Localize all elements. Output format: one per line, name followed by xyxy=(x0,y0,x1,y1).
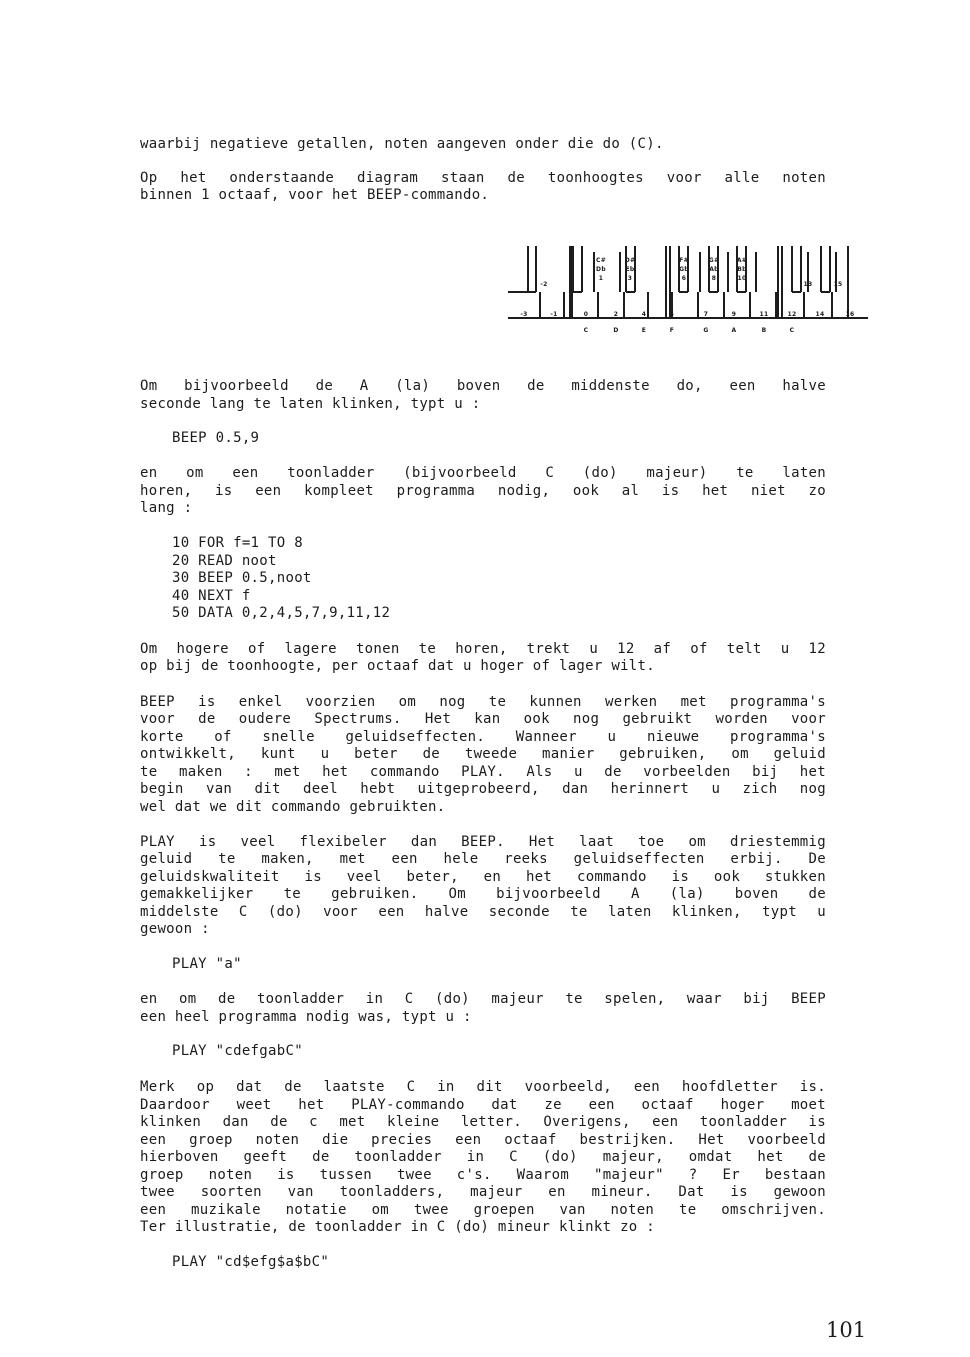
code-line: PLAY "cd$efg$a$bC" xyxy=(172,1254,330,1270)
white-key-note-name: G xyxy=(703,327,709,334)
page-number: 101 xyxy=(826,1318,867,1342)
text-line: Daardoor weet het PLAY-commando dat ze een octaaf hoger moet xyxy=(140,1097,826,1113)
text-line: binnen 1 octaaf, voor het BEEP-commando. xyxy=(140,187,490,203)
text-line: BEEP is enkel voorzien om nog te kunnen werken met programma's xyxy=(140,694,826,710)
text-line: een heel programma nodig was, typt u : xyxy=(140,1009,472,1025)
white-key-note-name: B xyxy=(761,327,767,334)
text-line: geluid te maken, met een hele reeks geluidseffecten erbij. De xyxy=(140,851,826,867)
text-line: seconde lang te laten klinken, typt u : xyxy=(140,396,481,412)
black-key-labels xyxy=(540,257,842,288)
text-line: Merk op dat de laatste C in dit voorbeeld, een hoofdletter is. xyxy=(140,1079,826,1095)
code-line: 10 FOR f=1 TO 8 xyxy=(172,535,303,551)
white-key-value: 16 xyxy=(845,311,855,318)
white-key-value: 12 xyxy=(787,311,797,318)
white-key-note-name: E xyxy=(641,327,647,334)
white-key-value: -3 xyxy=(520,311,528,318)
text-line: voor de oudere Spectrums. Het kan ook nog gebruikt worden voor xyxy=(140,711,826,727)
text-line: en om de toonladder in C (do) majeur te spelen, waar bij BEEP xyxy=(140,991,826,1007)
black-key-name-flat: Db xyxy=(596,266,606,273)
white-key-note-name: A xyxy=(731,327,737,334)
text-line: gewoon : xyxy=(140,921,210,937)
text-line: te maken : met het commando PLAY. Als u de vorbeelden bij het xyxy=(140,764,826,780)
white-key-value: 0 xyxy=(583,311,589,318)
white-key-value: 5 xyxy=(669,311,675,318)
black-key-name-sharp: A# xyxy=(736,257,748,264)
text-line: Ter illustratie, de toonladder in C (do) mineur klinkt zo : xyxy=(140,1219,655,1235)
keyboard-pitch-diagram xyxy=(508,242,870,338)
white-key-note-name: C xyxy=(583,327,589,334)
code-line: 40 NEXT f xyxy=(172,588,251,604)
black-key-value: 1 xyxy=(598,275,604,282)
white-key-value: 9 xyxy=(731,311,737,318)
black-key-name-sharp: D# xyxy=(624,257,636,264)
black-key-name-sharp: F# xyxy=(679,257,689,264)
white-key-note-name: F xyxy=(669,327,675,334)
text-line: Op het onderstaande diagram staan de toonhoogtes voor alle noten xyxy=(140,170,826,186)
text-line: gemakkelijker te gebruiken. Om bijvoorbeeld A (la) boven de xyxy=(140,886,826,902)
black-key-name-flat: Ab xyxy=(709,266,719,273)
code-line: 50 DATA 0,2,4,5,7,9,11,12 xyxy=(172,605,391,621)
text-line: en om een toonladder (bijvoorbeeld C (do) majeur) te laten xyxy=(140,465,826,481)
black-key-name-flat: Bb xyxy=(737,266,747,273)
black-key-value: -2 xyxy=(540,281,548,288)
white-key-value: 2 xyxy=(613,311,619,318)
text-line: horen, is een kompleet programma nodig, ook al is het niet zo xyxy=(140,483,826,499)
text-line: lang : xyxy=(140,500,193,516)
black-key-name-flat: Eb xyxy=(625,266,635,273)
text-line: een groep noten die precies een octaaf bestrijken. Het voorbeeld xyxy=(140,1132,826,1148)
white-key-value: 4 xyxy=(641,311,647,318)
text-line: een muzikale notatie om twee groepen van noten te omschrijven. xyxy=(140,1202,826,1218)
text-line: klinken dan de c met kleine letter. Overigens, een toonladder is xyxy=(140,1114,826,1130)
text-line: wel dat we dit commando gebruikten. xyxy=(140,799,446,815)
text-line: groep noten is tussen twee c's. Waarom "majeur" ? Er bestaan xyxy=(140,1167,826,1183)
white-key-note-name: D xyxy=(613,327,619,334)
black-key-name-sharp: G# xyxy=(708,257,720,264)
white-key-note-name: C xyxy=(789,327,795,334)
text-line: korte of snelle geluidseffecten. Wanneer u nieuwe programma's xyxy=(140,729,826,745)
code-line: 20 READ noot xyxy=(172,553,277,569)
text-line: geluidskwaliteit is veel beter, en het commando is ook stukken xyxy=(140,869,826,885)
text-line: hierboven geeft de toonladder in C (do) majeur, omdat het de xyxy=(140,1149,826,1165)
text-line: Om bijvoorbeeld de A (la) boven de middenste do, een halve xyxy=(140,378,826,394)
white-key-value: 7 xyxy=(703,311,709,318)
black-key-value: 10 xyxy=(737,275,747,282)
text-line: begin van dit deel hebt uitgeprobeerd, dan herinnert u zich nog xyxy=(140,781,826,797)
black-key-value: 13 xyxy=(803,281,813,288)
text-line: waarbij negatieve getallen, noten aangeven onder die do (C). xyxy=(140,136,664,152)
text-line: ontwikkelt, kunt u beter de tweede manier gebruiken, om geluid xyxy=(140,746,826,762)
black-key-value: 8 xyxy=(711,275,717,282)
white-key-value: 11 xyxy=(759,311,769,318)
text-line: Om hogere of lagere tonen te horen, trekt u 12 af of telt u 12 xyxy=(140,641,826,657)
white-key-value: 14 xyxy=(815,311,825,318)
code-line: PLAY "cdefgabC" xyxy=(172,1043,303,1059)
black-key-value: 15 xyxy=(833,281,843,288)
text-line: middelste C (do) voor een halve seconde te laten klinken, typt u xyxy=(140,904,826,920)
code-line: PLAY "a" xyxy=(172,956,242,972)
code-line: 30 BEEP 0.5,noot xyxy=(172,570,312,586)
black-key-name-sharp: C# xyxy=(595,257,607,264)
code-line: BEEP 0.5,9 xyxy=(172,430,260,446)
black-key-name-flat: Gb xyxy=(679,266,689,273)
black-key-value: 6 xyxy=(681,275,687,282)
white-key-value: -1 xyxy=(550,311,558,318)
white-key-note-names xyxy=(584,327,795,334)
text-line: twee soorten van toonladders, majeur en mineur. Dat is gewoon xyxy=(140,1184,826,1200)
black-key-value: 3 xyxy=(627,275,633,282)
text-line: op bij de toonhoogte, per octaaf dat u hoger of lager wilt. xyxy=(140,658,655,674)
text-line: PLAY is veel flexibeler dan BEEP. Het laat toe om driestemmig xyxy=(140,834,826,850)
